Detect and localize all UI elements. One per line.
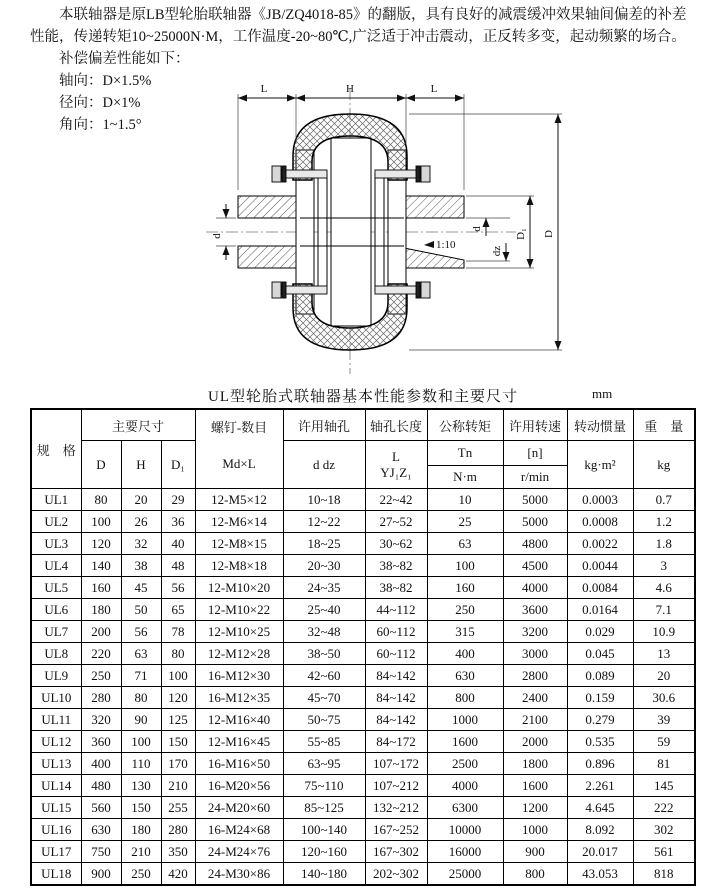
table-cell: 315 bbox=[427, 621, 503, 643]
table-cell: 25 bbox=[427, 511, 503, 533]
table-cell: 2100 bbox=[503, 709, 567, 731]
table-cell: 2500 bbox=[427, 753, 503, 775]
col-header-bore: 许用轴孔 bbox=[283, 409, 365, 441]
table-cell: 90 bbox=[121, 709, 161, 731]
col-header-Tn: Tn bbox=[427, 441, 503, 466]
table-cell: 16000 bbox=[427, 841, 503, 863]
table-cell: 12-M8×15 bbox=[195, 533, 283, 555]
table-cell: 45~70 bbox=[283, 687, 365, 709]
table-cell: 750 bbox=[81, 841, 121, 863]
table-cell: 20 bbox=[633, 665, 695, 687]
table-cell: 13 bbox=[633, 643, 695, 665]
table-cell: 255 bbox=[161, 797, 195, 819]
table-row bbox=[31, 731, 695, 753]
table-cell: 80 bbox=[161, 643, 195, 665]
table-cell: 250 bbox=[81, 665, 121, 687]
table-cell: 0.0164 bbox=[567, 599, 633, 621]
dim-label-dz: dz bbox=[491, 245, 503, 257]
table-cell: 0.0008 bbox=[567, 511, 633, 533]
table-row bbox=[31, 687, 695, 709]
table-cell: 140~180 bbox=[283, 863, 365, 886]
table-cell: 4000 bbox=[427, 775, 503, 797]
table-cell: 100~140 bbox=[283, 819, 365, 841]
table-cell: 10 bbox=[427, 489, 503, 511]
table-cell: 140 bbox=[81, 555, 121, 577]
table-cell: 10000 bbox=[427, 819, 503, 841]
table-cell: 12-M12×28 bbox=[195, 643, 283, 665]
dim-label-d-right: d bbox=[471, 226, 483, 232]
table-cell: 130 bbox=[121, 775, 161, 797]
table-cell: 2000 bbox=[503, 731, 567, 753]
table-cell: 63~95 bbox=[283, 753, 365, 775]
table-cell: 7.1 bbox=[633, 599, 695, 621]
table-cell: 84~142 bbox=[365, 665, 427, 687]
table-cell: 24~35 bbox=[283, 577, 365, 599]
table-cell: 78 bbox=[161, 621, 195, 643]
table-cell: 16-M20×56 bbox=[195, 775, 283, 797]
table-cell: UL13 bbox=[31, 753, 81, 775]
table-cell: UL12 bbox=[31, 731, 81, 753]
table-cell: 800 bbox=[503, 863, 567, 886]
table-cell: 5000 bbox=[503, 489, 567, 511]
table-cell: 0.7 bbox=[633, 489, 695, 511]
dim-label-L-left: L bbox=[260, 83, 268, 95]
table-cell: UL9 bbox=[31, 665, 81, 687]
table-cell: 1200 bbox=[503, 797, 567, 819]
table-cell: 59 bbox=[633, 731, 695, 753]
table-cell: 250 bbox=[121, 863, 161, 886]
table-cell: 2400 bbox=[503, 687, 567, 709]
table-cell: 24-M20×60 bbox=[195, 797, 283, 819]
col-header-speed-unit: r/min bbox=[503, 466, 567, 489]
table-cell: 0.029 bbox=[567, 621, 633, 643]
table-cell: 210 bbox=[121, 841, 161, 863]
bore-length-YJZ: YJ₁Z₁ bbox=[380, 464, 412, 480]
table-cell: UL3 bbox=[31, 533, 81, 555]
table-cell: 24-M24×76 bbox=[195, 841, 283, 863]
table-cell: 56 bbox=[161, 577, 195, 599]
table-cell: 50~75 bbox=[283, 709, 365, 731]
table-cell: 180 bbox=[121, 819, 161, 841]
table-cell: 3200 bbox=[503, 621, 567, 643]
table-cell: 125 bbox=[161, 709, 195, 731]
table-cell: UL2 bbox=[31, 511, 81, 533]
table-cell: 45 bbox=[121, 577, 161, 599]
table-cell: 6300 bbox=[427, 797, 503, 819]
table-cell: 160 bbox=[427, 577, 503, 599]
table-cell: 12-M5×12 bbox=[195, 489, 283, 511]
table-cell: 170 bbox=[161, 753, 195, 775]
table-cell: 80 bbox=[121, 687, 161, 709]
table-unit: mm bbox=[592, 386, 613, 401]
col-header-inertia-unit: kg·m² bbox=[567, 441, 633, 489]
table-cell: 1800 bbox=[503, 753, 567, 775]
table-cell: 630 bbox=[427, 665, 503, 687]
table-cell: 4.6 bbox=[633, 577, 695, 599]
table-cell: 200 bbox=[81, 621, 121, 643]
screw-label: 螺钉-数目 bbox=[210, 419, 268, 435]
col-header-bore-sub: d dz bbox=[283, 441, 365, 489]
table-cell: 400 bbox=[427, 643, 503, 665]
table-cell: UL4 bbox=[31, 555, 81, 577]
compensation-heading: 补偿偏差性能如下： bbox=[59, 51, 190, 67]
table-row bbox=[31, 841, 695, 863]
dim-label-L-right: L bbox=[430, 83, 438, 95]
table-cell: 12~22 bbox=[283, 511, 365, 533]
table-cell: 100 bbox=[427, 555, 503, 577]
table-row bbox=[31, 709, 695, 731]
table-cell: 350 bbox=[161, 841, 195, 863]
table-cell: 210 bbox=[161, 775, 195, 797]
table-cell: 39 bbox=[633, 709, 695, 731]
table-row bbox=[31, 599, 695, 621]
axial-line: 轴向：D×1.5% bbox=[59, 73, 152, 89]
table-cell: 360 bbox=[81, 731, 121, 753]
table-cell: 4000 bbox=[503, 577, 567, 599]
table-row bbox=[31, 819, 695, 841]
table-row bbox=[31, 489, 695, 511]
table-cell: 150 bbox=[121, 797, 161, 819]
table-cell: 132~212 bbox=[365, 797, 427, 819]
table-cell: 32 bbox=[121, 533, 161, 555]
table-cell: 20 bbox=[121, 489, 161, 511]
table-cell: 160 bbox=[81, 577, 121, 599]
table-cell: 630 bbox=[81, 819, 121, 841]
table-cell: 250 bbox=[427, 599, 503, 621]
table-cell: 75~110 bbox=[283, 775, 365, 797]
table-cell: 0.159 bbox=[567, 687, 633, 709]
table-cell: 65 bbox=[161, 599, 195, 621]
table-row bbox=[31, 511, 695, 533]
table-cell: 0.0084 bbox=[567, 577, 633, 599]
table-cell: 2.261 bbox=[567, 775, 633, 797]
table-cell: 24-M30×86 bbox=[195, 863, 283, 886]
table-cell: 32~48 bbox=[283, 621, 365, 643]
table-cell: 180 bbox=[81, 599, 121, 621]
table-row bbox=[31, 775, 695, 797]
table-cell: 0.0044 bbox=[567, 555, 633, 577]
table-cell: 84~172 bbox=[365, 731, 427, 753]
table-cell: 56 bbox=[121, 621, 161, 643]
table-cell: 5000 bbox=[503, 511, 567, 533]
screw-sub-label: Md×L bbox=[222, 456, 256, 471]
table-cell: 560 bbox=[81, 797, 121, 819]
table-cell: 818 bbox=[633, 863, 695, 886]
table-cell: 63 bbox=[427, 533, 503, 555]
col-header-bore-length-sub bbox=[365, 441, 427, 489]
table-cell: 800 bbox=[427, 687, 503, 709]
table-cell: 85~125 bbox=[283, 797, 365, 819]
table-cell: 22~42 bbox=[365, 489, 427, 511]
table-cell: 1600 bbox=[503, 775, 567, 797]
table-cell: 3600 bbox=[503, 599, 567, 621]
table-cell: 12-M8×18 bbox=[195, 555, 283, 577]
table-cell: UL15 bbox=[31, 797, 81, 819]
table-cell: 900 bbox=[503, 841, 567, 863]
table-cell: 20~30 bbox=[283, 555, 365, 577]
table-cell: 80 bbox=[81, 489, 121, 511]
table-cell: 16-M24×68 bbox=[195, 819, 283, 841]
table-cell: 42~60 bbox=[283, 665, 365, 687]
table-cell: 10.9 bbox=[633, 621, 695, 643]
col-header-speed: 许用转速 bbox=[503, 409, 567, 441]
table-cell: 1000 bbox=[427, 709, 503, 731]
table-cell: 38~50 bbox=[283, 643, 365, 665]
table-cell: 36 bbox=[161, 511, 195, 533]
table-cell: 0.0022 bbox=[567, 533, 633, 555]
table-cell: 150 bbox=[161, 731, 195, 753]
table-cell: 220 bbox=[81, 643, 121, 665]
table-cell: 561 bbox=[633, 841, 695, 863]
col-header-n: [n] bbox=[503, 441, 567, 466]
table-cell: 0.896 bbox=[567, 753, 633, 775]
table-cell: 29 bbox=[161, 489, 195, 511]
table-cell: UL17 bbox=[31, 841, 81, 863]
table-cell: 12-M10×22 bbox=[195, 599, 283, 621]
table-cell: 302 bbox=[633, 819, 695, 841]
table-cell: 18~25 bbox=[283, 533, 365, 555]
table-row bbox=[31, 577, 695, 599]
table-title-row bbox=[30, 385, 696, 405]
table-cell: 12-M16×45 bbox=[195, 731, 283, 753]
table-cell: UL7 bbox=[31, 621, 81, 643]
table-cell: 4500 bbox=[503, 555, 567, 577]
table-cell: UL16 bbox=[31, 819, 81, 841]
table-cell: 202~302 bbox=[365, 863, 427, 886]
table-cell: 100 bbox=[121, 731, 161, 753]
col-header-torque-unit: N·m bbox=[427, 466, 503, 489]
table-cell: 0.045 bbox=[567, 643, 633, 665]
table-cell: 20.017 bbox=[567, 841, 633, 863]
table-row bbox=[31, 665, 695, 687]
table-cell: 84~142 bbox=[365, 687, 427, 709]
taper-annotation bbox=[424, 239, 456, 251]
col-header-torque: 公称转矩 bbox=[427, 409, 503, 441]
table-cell: UL8 bbox=[31, 643, 81, 665]
table-cell: 120 bbox=[161, 687, 195, 709]
table-cell: UL5 bbox=[31, 577, 81, 599]
table-cell: UL14 bbox=[31, 775, 81, 797]
table-cell: 25~40 bbox=[283, 599, 365, 621]
table-cell: 63 bbox=[121, 643, 161, 665]
table-row bbox=[31, 797, 695, 819]
table-row bbox=[31, 643, 695, 665]
table-cell: 2800 bbox=[503, 665, 567, 687]
table-cell: 280 bbox=[161, 819, 195, 841]
table-row bbox=[31, 863, 695, 886]
table-cell: 0.089 bbox=[567, 665, 633, 687]
table-cell: 40 bbox=[161, 533, 195, 555]
dim-label-d-left: d bbox=[211, 233, 223, 239]
table-cell: 26 bbox=[121, 511, 161, 533]
table-row bbox=[31, 621, 695, 643]
table-cell: 60~112 bbox=[365, 643, 427, 665]
table-cell: 38~82 bbox=[365, 555, 427, 577]
table-cell: 44~112 bbox=[365, 599, 427, 621]
table-cell: UL1 bbox=[31, 489, 81, 511]
table-cell: 71 bbox=[121, 665, 161, 687]
col-header-H: H bbox=[121, 441, 161, 489]
table-row bbox=[31, 555, 695, 577]
table-cell: 0.279 bbox=[567, 709, 633, 731]
table-cell: 107~212 bbox=[365, 775, 427, 797]
intro-paragraph: 本联轴器是原LB型轮胎联轴器《JB/ZQ4018-85》的翻版，具有良好的减震缓冲效果轴间偏差的补差性能，传递转矩10~25000N·M，工作温度-20~80℃,广泛适于冲击震动，正反转多变，起动频繁的场合。 bbox=[30, 7, 687, 45]
dim-label-H: H bbox=[346, 83, 354, 95]
table-cell: 30.6 bbox=[633, 687, 695, 709]
table-cell: 100 bbox=[81, 511, 121, 533]
table-cell: 100 bbox=[161, 665, 195, 687]
table-cell: 120 bbox=[81, 533, 121, 555]
table-cell: 167~252 bbox=[365, 819, 427, 841]
table-cell: 167~302 bbox=[365, 841, 427, 863]
table-cell: 8.092 bbox=[567, 819, 633, 841]
table-cell: 4800 bbox=[503, 533, 567, 555]
dim-label-D1: D₁ bbox=[515, 228, 527, 240]
table-cell: 38 bbox=[121, 555, 161, 577]
coupling-table-body bbox=[31, 489, 695, 886]
table-cell: 16-M12×30 bbox=[195, 665, 283, 687]
dim-label-D: D bbox=[543, 230, 555, 238]
table-cell: 10~18 bbox=[283, 489, 365, 511]
table-cell: 81 bbox=[633, 753, 695, 775]
radial-line: 径向：D×1% bbox=[59, 95, 141, 111]
table-title: UL型轮胎式联轴器基本性能参数和主要尺寸 bbox=[208, 389, 518, 405]
table-cell: 4.645 bbox=[567, 797, 633, 819]
table-cell: 12-M6×14 bbox=[195, 511, 283, 533]
table-cell: 900 bbox=[81, 863, 121, 886]
table-cell: 1000 bbox=[503, 819, 567, 841]
table-cell: 43.053 bbox=[567, 863, 633, 886]
col-header-main-dims: 主要尺寸 bbox=[81, 409, 195, 441]
table-cell: 1.2 bbox=[633, 511, 695, 533]
table-cell: 1.8 bbox=[633, 533, 695, 555]
table-cell: 1600 bbox=[427, 731, 503, 753]
table-cell: 400 bbox=[81, 753, 121, 775]
col-header-D1: D₁ bbox=[161, 441, 195, 489]
table-cell: 25000 bbox=[427, 863, 503, 886]
table-cell: 16-M16×50 bbox=[195, 753, 283, 775]
col-header-spec: 规 格 bbox=[31, 409, 81, 489]
taper-label: 1:10 bbox=[436, 239, 456, 251]
table-cell: 110 bbox=[121, 753, 161, 775]
table-cell: 30~62 bbox=[365, 533, 427, 555]
table-cell: UL18 bbox=[31, 863, 81, 886]
table-cell: 60~112 bbox=[365, 621, 427, 643]
table-header bbox=[31, 409, 695, 489]
table-cell: 84~142 bbox=[365, 709, 427, 731]
table-cell: 480 bbox=[81, 775, 121, 797]
table-cell: 16-M12×35 bbox=[195, 687, 283, 709]
table-cell: 107~172 bbox=[365, 753, 427, 775]
table-cell: 3 bbox=[633, 555, 695, 577]
col-header-D: D bbox=[81, 441, 121, 489]
table-cell: 222 bbox=[633, 797, 695, 819]
col-header-weight: 重 量 bbox=[633, 409, 695, 441]
table-cell: 38~82 bbox=[365, 577, 427, 599]
table-cell: 12-M16×40 bbox=[195, 709, 283, 731]
bore-length-L: L bbox=[392, 448, 400, 464]
table-cell: 0.0003 bbox=[567, 489, 633, 511]
table-cell: 420 bbox=[161, 863, 195, 886]
table-cell: 0.535 bbox=[567, 731, 633, 753]
table-cell: 12-M10×25 bbox=[195, 621, 283, 643]
coupling-cross-section-diagram bbox=[198, 78, 604, 378]
table-cell: 50 bbox=[121, 599, 161, 621]
table-cell: 12-M10×20 bbox=[195, 577, 283, 599]
angular-line: 角向：1~1.5° bbox=[59, 117, 142, 133]
table-cell: 120~160 bbox=[283, 841, 365, 863]
table-cell: UL6 bbox=[31, 599, 81, 621]
table-cell: 280 bbox=[81, 687, 121, 709]
table-cell: 27~52 bbox=[365, 511, 427, 533]
col-header-screw bbox=[195, 409, 283, 489]
col-header-bore-length: 轴孔长度 bbox=[365, 409, 427, 441]
coupling-parameter-table bbox=[30, 408, 696, 886]
col-header-weight-unit: kg bbox=[633, 441, 695, 489]
table-row bbox=[31, 533, 695, 555]
table-cell: UL11 bbox=[31, 709, 81, 731]
table-cell: UL10 bbox=[31, 687, 81, 709]
table-row bbox=[31, 753, 695, 775]
table-cell: 3000 bbox=[503, 643, 567, 665]
table-cell: 55~85 bbox=[283, 731, 365, 753]
table-cell: 145 bbox=[633, 775, 695, 797]
col-header-inertia: 转动惯量 bbox=[567, 409, 633, 441]
table-cell: 48 bbox=[161, 555, 195, 577]
table-cell: 320 bbox=[81, 709, 121, 731]
